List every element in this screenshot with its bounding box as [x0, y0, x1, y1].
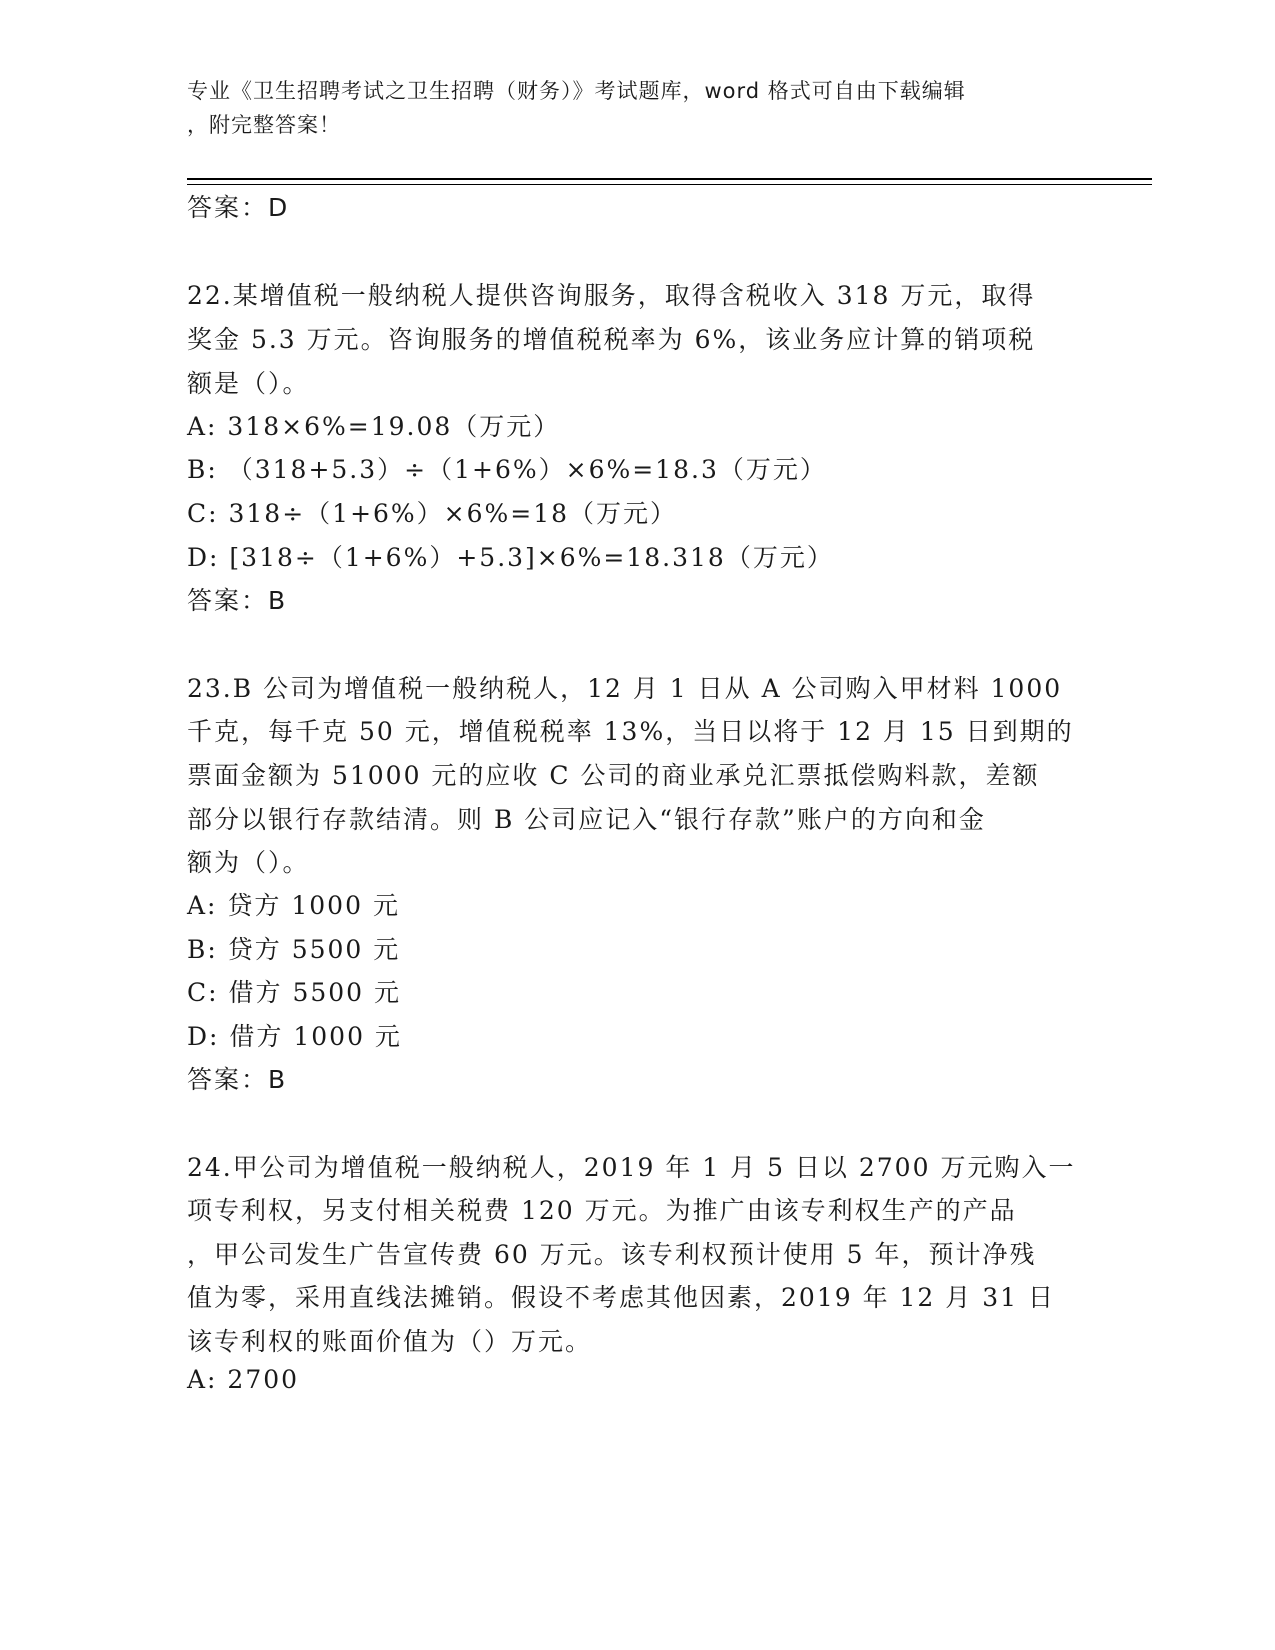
header-rule-thick: [187, 178, 1152, 180]
question-text-line: ，甲公司发生广告宣传费 60 万元。该专利权预计使用 5 年，预计净残: [187, 1240, 1037, 1269]
option-a: A: 2700: [187, 1365, 300, 1394]
option-a: A: 318×6%=19.08（万元）: [187, 412, 561, 441]
option-a: A: 贷方 1000 元: [187, 891, 400, 920]
question-text-line: 项专利权，另支付相关税费 120 万元。为推广由该专利权生产的产品: [187, 1196, 1017, 1225]
question-text-line: 24.甲公司为增值税一般纳税人，2019 年 1 月 5 日以 2700 万元购入一: [187, 1153, 1076, 1182]
header-rule-thin: [187, 184, 1152, 185]
option-b: B: 贷方 5500 元: [187, 935, 401, 964]
answer-line: 答案：B: [187, 586, 288, 615]
question-text-line: 奖金 5.3 万元。咨询服务的增值税税率为 6%，该业务应计算的销项税: [187, 325, 1036, 354]
answer-line: 答案：D: [187, 193, 290, 222]
option-d: D: [318÷（1+6%）+5.3]×6%=18.318（万元）: [187, 543, 834, 572]
answer-line: 答案：B: [187, 1065, 288, 1094]
header-line-1: 专业《卫生招聘考试之卫生招聘（财务）》考试题库，word 格式可自由下载编辑: [187, 79, 966, 103]
question-text-line: 票面金额为 51000 元的应收 C 公司的商业承兑汇票抵偿购料款，差额: [187, 761, 1040, 790]
question-text-line: 部分以银行存款结清。则 B 公司应记入“银行存款”账户的方向和金: [187, 805, 986, 834]
question-text-line: 23.B 公司为增值税一般纳税人，12 月 1 日从 A 公司购入甲材料 1000: [187, 674, 1063, 703]
option-b: B: （318+5.3）÷（1+6%）×6%=18.3（万元）: [187, 455, 827, 484]
question-text-line: 该专利权的账面价值为（）万元。: [187, 1327, 593, 1356]
question-text-line: 额是（）。: [187, 369, 310, 398]
question-text-line: 千克，每千克 50 元，增值税税率 13%，当日以将于 12 月 15 日到期的: [187, 717, 1074, 746]
option-c: C: 借方 5500 元: [187, 978, 402, 1007]
option-c: C: 318÷（1+6%）×6%=18（万元）: [187, 499, 678, 528]
header-line-2: ，附完整答案！: [187, 113, 341, 137]
question-text-line: 值为零，采用直线法摊销。假设不考虑其他因素，2019 年 12 月 31 日: [187, 1283, 1055, 1312]
question-text-line: 22.某增值税一般纳税人提供咨询服务，取得含税收入 318 万元，取得: [187, 281, 1036, 310]
option-d: D: 借方 1000 元: [187, 1022, 402, 1051]
question-text-line: 额为（）。: [187, 848, 310, 877]
page-header: [187, 74, 1067, 142]
